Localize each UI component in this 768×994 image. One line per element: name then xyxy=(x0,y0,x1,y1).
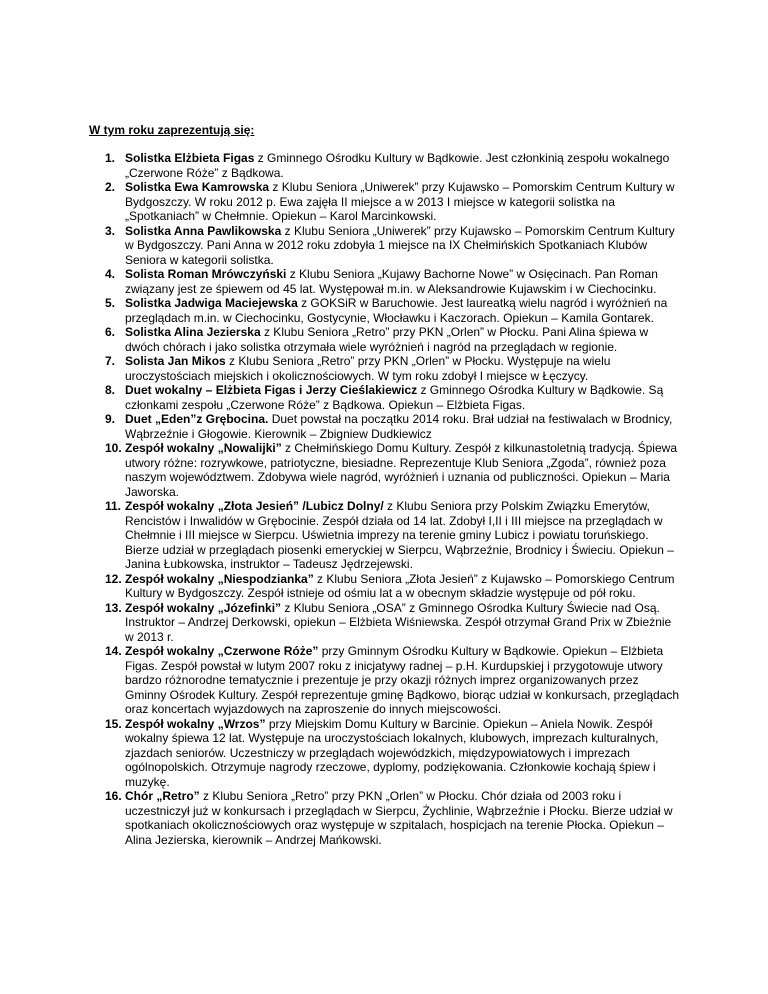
performer-name: Zespół wokalny „Józefinki” xyxy=(125,600,282,615)
item-number: 5. xyxy=(105,296,116,310)
list-item xyxy=(105,717,680,790)
performer-description: z Klubu Seniora „Retro” przy PKN „Orlen” w Płocku. Występuje na wielu uroczystościach miejskich i okolicznościowych. W tym roku zdobył I miejsce w Łęczycy. xyxy=(125,354,611,383)
list-item xyxy=(105,267,680,296)
performer-name: Zespół wokalny „Wrzos” xyxy=(125,716,266,731)
performer-name: Solistka Elżbieta Figas xyxy=(125,151,255,165)
list-item xyxy=(105,151,680,180)
performer-name: Solistka Anna Pawlikowska xyxy=(125,223,282,238)
performer-description: przy Miejskim Domu Kultury w Barcinie. Opiekun – Aniela Nowik. Zespół wokalny śpiewa 12 lat. Występuje na uroczystościach lokalnych, klubowych, imprezach kulturalnych, zjazdach seniorów. Uczestniczy w przeglądach wojewódzkich, międzypowiatowych i imprezach ogólnopolskich. Otrzymuje nagrody rzeczowe, dyplomy, podziękowania. Członkowie kochają śpiew i muzykę. xyxy=(125,716,659,789)
item-number: 7. xyxy=(105,354,116,368)
item-number: 3. xyxy=(105,223,116,238)
list-item xyxy=(105,325,680,354)
list-item xyxy=(105,224,680,268)
performer-description: z Klubu Seniora „Retro” przy PKN „Orlen” w Płocku. Chór działa od 2003 roku i uczestniczył już w konkursach i przeglądach w Sierpcu, Żychlinie, Wąbrzeźnie i Płocku. Bierze udział w spotkaniach okolicznościowych oraz występuje w szpitalach, hospicjach na terenie Płocka. Opiekun – Alina Jezierska, kierownik – Andrzej Mańkowski. xyxy=(125,789,673,847)
performer-description: z Gminnego Ośrodku Kultury w Bądkowie. Jest członkinią zespołu wokalnego „Czerwone Róże” z Bądkowa. xyxy=(125,151,670,180)
document-heading: W tym roku zaprezentują się: xyxy=(89,123,255,137)
list-item xyxy=(105,354,680,383)
item-number: 16. xyxy=(105,789,122,803)
performer-description: Duet powstał na początku 2014 roku. Brał udział na festiwalach w Brodnicy, Wąbrzeźnie i Głogowie. Kierownik – Zbigniew Dudkiewicz xyxy=(125,412,673,441)
list-item xyxy=(105,383,680,412)
performer-name: Duet wokalny – Elżbieta Figas i Jerzy Cieślakiewicz xyxy=(125,383,418,397)
item-number: 10. xyxy=(105,441,122,455)
list-item xyxy=(105,441,680,499)
performer-description: przy Gminnym Ośrodku Kultury w Bądkowie. Opiekun – Elżbieta Figas. Zespół powstał w lutym 2007 roku z inicjatywy radnej – p.H. Kurdupskiej i przygotowuje utwory bardzo różnorodne tematycznie i prezentuje je przy okazji różnych imprez organizowanych przez Gminny Ośrodek Kultury. Zespół reprezentuje gminę Bądkowo, biorąc udział w konkursach, przeglądach oraz koncertach wyjazdowych na zaproszenie do innych miejscowości. xyxy=(125,644,680,716)
list-item xyxy=(105,644,680,717)
performer-description: z Klubu Seniora „Kujawy Bachorne Nowe” w Osięcinach. Pan Roman związany jest ze śpiewem od 45 lat. Występował m.in. w Aleksandrowie Kujawskim i w Ciechocinku. xyxy=(125,267,658,296)
item-number: 2. xyxy=(105,180,116,194)
performer-description: z Klubu Seniora „Retro” przy PKN „Orlen” w Płocku. Pani Alina śpiewa w dwóch chórach i jako solistka otrzymała wiele wyróżnień i nagród na przeglądach w regionie. xyxy=(125,325,649,354)
performer-description: z Chełmińskiego Domu Kultury. Zespół z kilkunastoletnią tradycją. Śpiewa utwory różne: rozrywkowe, patriotyczne, biesiadne. Reprezentuje Klub Seniora „Zgoda”, również poza naszym województwem. Zdobywa wiele nagród, wyróżnień i uznania od publiczności. Opiekun – Maria Jaworska. xyxy=(125,441,677,499)
item-number: 11. xyxy=(105,499,122,513)
list-item xyxy=(105,180,680,224)
item-number: 4. xyxy=(105,267,116,281)
item-number: 9. xyxy=(105,412,116,426)
list-item xyxy=(105,572,680,601)
performer-description: z Klubu Seniora „OSA” z Gminnego Ośrodka Kultury Świecie nad Osą. Instruktor – Andrzej Derkowski, opiekun – Elżbieta Wiśniewska. Zespół otrzymał Grand Prix w Zbieżnie w 2013 r. xyxy=(125,600,672,644)
performer-name: Zespół wokalny „Złota Jesień” /Lubicz Dolny/ xyxy=(125,499,384,513)
performer-description: z Klubu Seniora przy Polskim Związku Emerytów, Rencistów i Inwalidów w Grębocinie. Zespół działa od 14 lat. Zdobył I,II i III miejsce na przeglądach w Chełmnie i III miejsce w Sierpcu. Uświetnia imprezy na terenie gminy Lubicz i powiatu toruńskiego. Bierze udział w przeglądach piosenki emeryckiej w Sierpcu, Wąbrzeźnie, Brodnicy i Świeciu. Opiekun – Janina Łubkowska, instruktor – Tadeusz Jędrzejewski. xyxy=(125,499,674,571)
item-number: 13. xyxy=(105,600,122,615)
performer-name: Duet „Eden”z Grębocina. xyxy=(125,412,269,426)
performer-description: z GOKSiR w Baruchowie. Jest laureatką wielu nagród i wyróżnień na przeglądach m.in. w Ciechocinku, Gostycynie, Włocławku i Kaczorach. Opiekun – Kamila Gontarek. xyxy=(125,296,668,325)
performer-description: z Klubu Seniora „Uniwerek” przy Kujawsko – Pomorskim Centrum Kultury w Bydgoszczy. W roku 2012 p. Ewa zajęła II miejsce a w 2013 I miejsce w kategorii solistka na „Spotkaniach” w Chełmnie. Opiekun – Karol Marcinkowski. xyxy=(125,180,675,223)
performer-list xyxy=(105,151,680,847)
performer-name: Solista Jan Mikos xyxy=(125,354,226,368)
list-item xyxy=(105,296,680,325)
performer-name: Zespół wokalny „Czerwone Róże” xyxy=(125,644,319,658)
performer-name: Solistka Ewa Kamrowska xyxy=(125,180,270,194)
item-number: 14. xyxy=(105,644,122,658)
item-number: 15. xyxy=(105,716,122,731)
performer-name: Zespół wokalny „Niespodzianka” xyxy=(125,571,314,586)
performer-name: Zespół wokalny „Nowalijki” xyxy=(125,441,282,455)
list-item xyxy=(105,789,680,847)
item-number: 1. xyxy=(105,151,116,165)
list-item xyxy=(105,412,680,441)
performer-description: z Klubu Seniora „Uniwerek” przy Kujawsko – Pomorskim Centrum Kultury w Bydgoszczy. Pani Anna w 2012 roku zdobyła 1 miejsce na IX Chełmińskich Spotkaniach Klubów Seniora w kategorii solistka. xyxy=(125,223,675,267)
performer-name: Chór „Retro” xyxy=(125,789,200,803)
list-item xyxy=(105,601,680,645)
list-item xyxy=(105,499,680,572)
item-number: 8. xyxy=(105,383,116,397)
performer-name: Solistka Alina Jezierska xyxy=(125,325,261,339)
item-number: 12. xyxy=(105,571,122,586)
performer-description: z Gminnego Ośrodka Kultury w Bądkowie. Są członkami zespołu „Czerwone Róże” z Bądkowa. Opiekun – Elżbieta Figas. xyxy=(125,383,664,412)
item-number: 6. xyxy=(105,325,116,339)
performer-name: Solista Roman Mrówczyński xyxy=(125,267,287,281)
performer-description: z Klubu Seniora „Złota Jesień” z Kujawsko – Pomorskiego Centrum Kultury w Bydgoszczy. Zespół istnieje od ośmiu lat a w obecnym składzie występuje od pół roku. xyxy=(125,571,675,600)
performer-name: Solistka Jadwiga Maciejewska xyxy=(125,296,298,310)
